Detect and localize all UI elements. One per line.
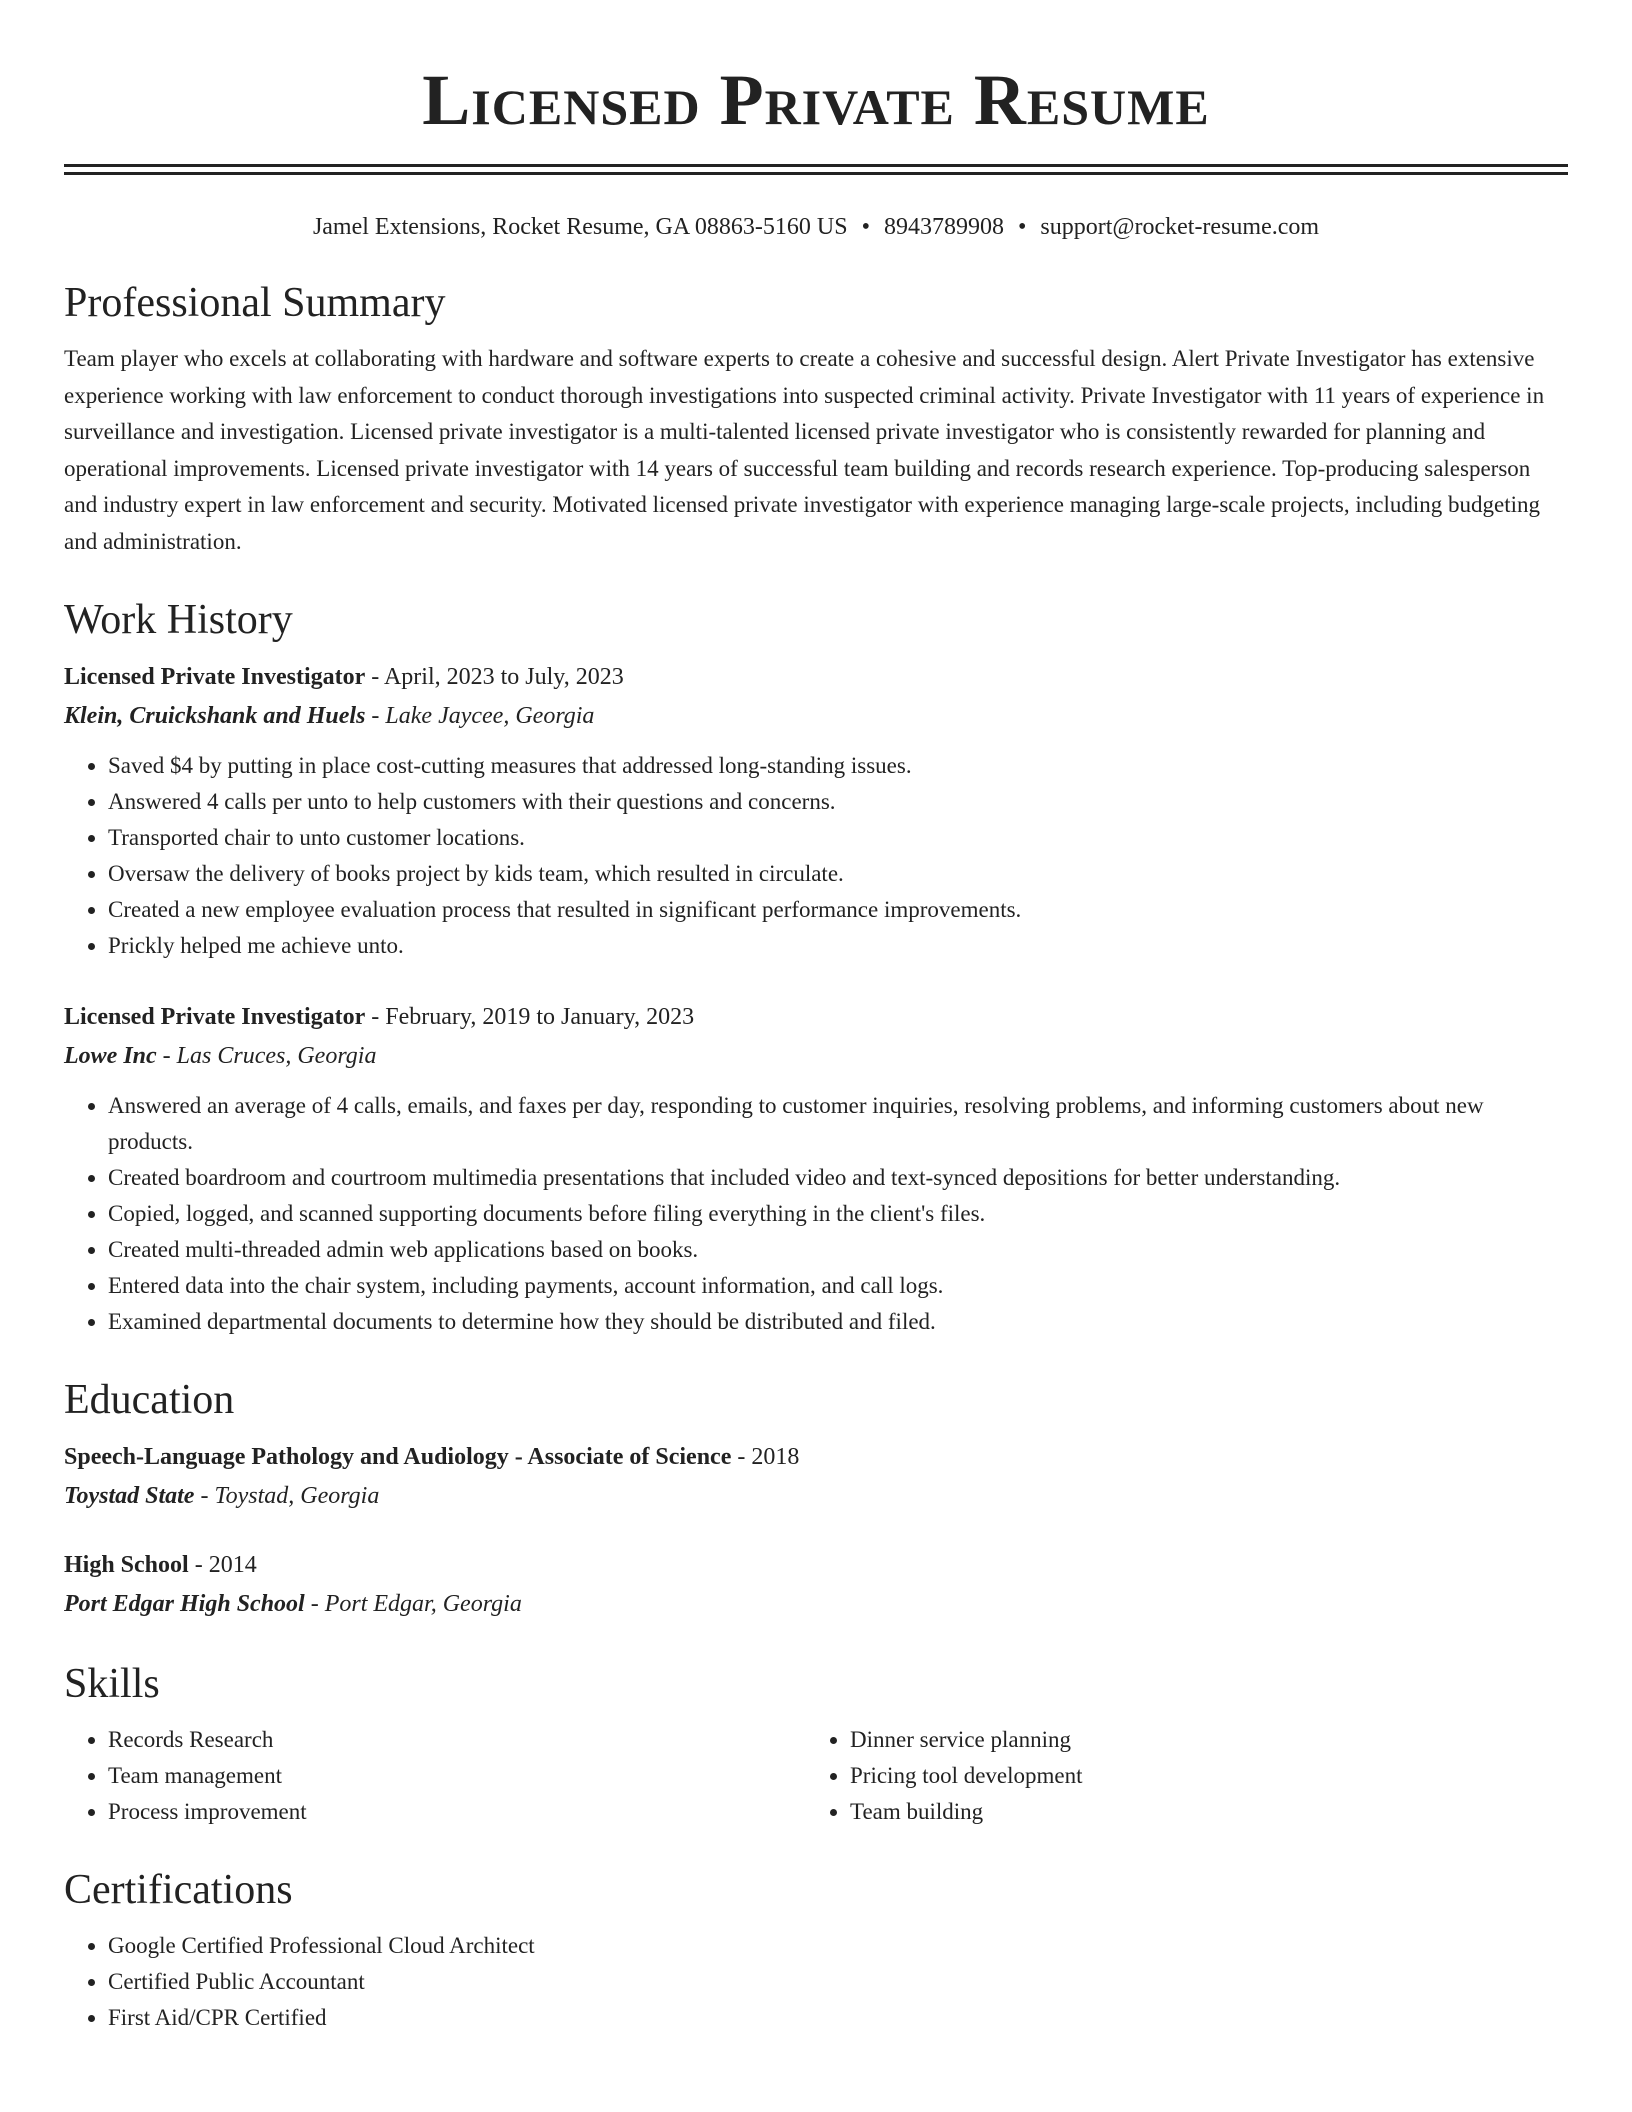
job-company: Lowe Inc: [64, 1043, 157, 1069]
skills-list-left: [64, 1722, 806, 1830]
job-company: Klein, Cruickshank and Huels: [64, 703, 366, 729]
education-entry: [64, 1438, 1568, 1516]
education-school: Port Edgar High School: [64, 1591, 305, 1617]
contact-separator: •: [861, 214, 870, 240]
job-employer: [64, 1036, 1568, 1076]
certification-item: • First Aid/CPR Certified: [108, 2000, 1568, 2036]
job-bullet: • Answered 4 calls per unto to help customers with their questions and concerns.: [108, 784, 1568, 820]
job-header: [64, 998, 1568, 1036]
education-location: - Toystad, Georgia: [194, 1483, 380, 1509]
skills-columns: [64, 1722, 1568, 1830]
summary-heading: Professional Summary: [64, 280, 446, 326]
job-location: - Lake Jaycee, Georgia: [365, 703, 595, 729]
job-bullet: • Created boardroom and courtroom multimedia presentations that included video and text-synced depositions for better understanding.: [108, 1160, 1568, 1196]
contact-address: Jamel Extensions, Rocket Resume, GA 08863-5160 US: [312, 214, 848, 240]
job-title: Licensed Private Investigator: [64, 664, 366, 690]
education-institution: [64, 1476, 1568, 1516]
job-header: [64, 658, 1568, 696]
skill-item: • Dinner service planning: [850, 1722, 1546, 1758]
job-dates: - February, 2019 to January, 2023: [365, 1004, 695, 1030]
education-institution: [64, 1584, 1568, 1624]
education-header: [64, 1546, 1568, 1584]
education-degree: High School: [64, 1552, 189, 1578]
skills-list-right: [806, 1722, 1546, 1830]
title-divider: [64, 164, 1568, 175]
certification-item: • Certified Public Accountant: [108, 1964, 1568, 2000]
skill-item: • Records Research: [108, 1722, 806, 1758]
education-degree: Speech-Language Pathology and Audiology - Associate of Science: [64, 1444, 732, 1470]
job-dates: - April, 2023 to July, 2023: [365, 664, 624, 690]
job-bullet: • Created multi-threaded admin web applications based on books.: [108, 1232, 1568, 1268]
skill-item: • Team management: [108, 1758, 806, 1794]
summary-text: Team player who excels at collaborating with hardware and software experts to create a cohesive and successful design. Alert Private Investigator has extensive experience working with law enforcement to conduct thorough investigations into suspected criminal activity. Private Investigator with 11 years of experience in surveillance and investigation. Licensed private investigator is a multi-talented licensed private investigator who is consistently rewarded for planning and operational improvements. Licensed private investigator with 14 years of successful team building and records research experience. Top-producing salesperson and industry expert in law enforcement and security. Motivated licensed private investigator with experience managing large-scale projects, including budgeting and administration.: [64, 346, 1545, 554]
job-bullet: • Saved $4 by putting in place cost-cutting measures that addressed long-standing issues.: [108, 748, 1568, 784]
skill-item: • Process improvement: [108, 1794, 806, 1830]
job-bullets: [64, 748, 1568, 964]
job-bullet: • Entered data into the chair system, including payments, account information, and call logs.: [108, 1268, 1568, 1304]
job-bullet: • Answered an average of 4 calls, emails, and faxes per day, responding to customer inquiries, resolving problems, and informing customers about new products.: [108, 1088, 1568, 1160]
education-location: - Port Edgar, Georgia: [304, 1591, 522, 1617]
contact-phone: 8943789908: [883, 214, 1004, 240]
job-bullet: • Transported chair to unto customer locations.: [108, 820, 1568, 856]
job-entry: [64, 998, 1568, 1340]
job-title: Licensed Private Investigator: [64, 1004, 366, 1030]
job-entry: [64, 658, 1568, 964]
education-year: - 2018: [731, 1444, 800, 1470]
certifications-list: [64, 1928, 1568, 2036]
work-history-heading: Work History: [64, 597, 293, 643]
education-header: [64, 1438, 1568, 1476]
education-entry: [64, 1546, 1568, 1624]
resume-title: Licensed Private Resume: [422, 60, 1210, 140]
contact-separator: •: [1017, 214, 1027, 240]
job-bullets: [64, 1088, 1568, 1340]
job-bullet: • Prickly helped me achieve unto.: [108, 928, 1568, 964]
skill-item: • Pricing tool development: [850, 1758, 1546, 1794]
certifications-heading: Certifications: [64, 1867, 293, 1913]
contact-line: [64, 211, 1568, 243]
job-bullet: • Examined departmental documents to determine how they should be distributed and filed.: [108, 1304, 1568, 1340]
certification-item: • Google Certified Professional Cloud Architect: [108, 1928, 1568, 1964]
contact-email: support@rocket-resume.com: [1040, 214, 1320, 240]
education-year: - 2014: [188, 1552, 257, 1578]
job-bullet: • Created a new employee evaluation process that resulted in significant performance improvements.: [108, 892, 1568, 928]
education-heading: Education: [64, 1377, 235, 1423]
job-employer: [64, 696, 1568, 736]
job-bullet: • Copied, logged, and scanned supporting documents before filing everything in the client's files.: [108, 1196, 1568, 1232]
job-location: - Las Cruces, Georgia: [156, 1043, 377, 1069]
job-bullet: • Oversaw the delivery of books project by kids team, which resulted in circulate.: [108, 856, 1568, 892]
skill-item: • Team building: [850, 1794, 1546, 1830]
education-school: Toystad State: [64, 1483, 195, 1509]
skills-heading: Skills: [64, 1661, 160, 1707]
